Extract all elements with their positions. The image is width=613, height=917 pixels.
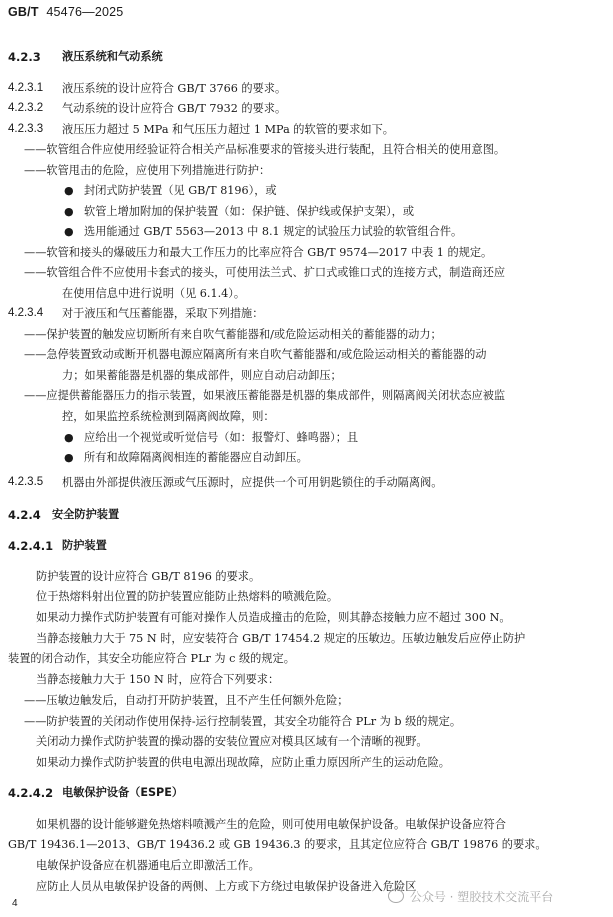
list-item: ——压敏边触发后，自动打开防护装置，且不产生任何额外危险； xyxy=(24,694,349,707)
list-item: ——软管甩击的危险，应使用下列措施进行防护： xyxy=(24,164,271,177)
paragraph-line: 装置的闭合动作，其安全功能应符合 PLr 为 c 级的规定。 xyxy=(8,652,295,665)
header-code: GB/T xyxy=(8,5,39,19)
paragraph-line: 电敏保护设备应在机器通电后立即激活工作。 xyxy=(36,859,260,872)
paragraph-line: 关闭动力操作式防护装置的操动器的安装位置应对模具区域有一个清晰的视野。 xyxy=(36,735,428,748)
clause-number: 4.2.3.5 xyxy=(8,476,44,488)
clause-number: 4.2.4.1 xyxy=(8,539,54,553)
list-item: ——应提供蓄能器压力的指示装置，如果液压蓄能器是机器的集成部件，则隔离阀关闭状态应被监 xyxy=(24,389,506,402)
paragraph-line: 当静态接触力大于 150 N 时，应符合下列要求： xyxy=(36,673,280,686)
list-item: 软管上增加附加的保护装置（如：保护链、保护线或保护支架），或 xyxy=(84,205,415,218)
clause-number: 4.2.3.1 xyxy=(8,82,44,94)
paragraph-line: 当静态接触力大于 75 N 时，应安装符合 GB/T 17454.2 规定的压敏边。压敏边触发后应停止防护 xyxy=(36,632,526,645)
bullet-icon: ● xyxy=(64,184,74,197)
bullet-icon: ● xyxy=(64,225,74,238)
bullet-icon: ● xyxy=(64,205,74,218)
watermark-text: 公众号 · 塑胶技术交流平台 xyxy=(409,890,554,904)
bullet-icon: ● xyxy=(64,431,74,444)
list-item: 封闭式防护装置（见 GB/T 8196），或 xyxy=(84,184,277,197)
clause-text: 液压系统的设计应符合 GB/T 3766 的要求。 xyxy=(62,82,287,95)
section-number: 4.2.3 xyxy=(8,50,41,64)
section-number: 4.2.4 xyxy=(8,508,41,522)
paragraph-line: 防护装置的设计应符合 GB/T 8196 的要求。 xyxy=(36,570,261,583)
paragraph-line: 如果动力操作式防护装置有可能对操作人员造成撞击的危险，则其静态接触力应不超过 300 N。 xyxy=(36,611,511,624)
list-item: ——软管组合件不应使用卡套式的接头，可使用法兰式、扩口式或锥口式的连接方式，制造商还应 xyxy=(24,266,506,279)
clause-text: 液压压力超过 5 MPa 和气压压力超过 1 MPa 的软管的要求如下。 xyxy=(62,123,394,136)
clause-number: 4.2.4.2 xyxy=(8,786,54,800)
clause-title: 防护装置 xyxy=(62,539,107,552)
list-item: ——软管和接头的爆破压力和最大工作压力的比率应符合 GB/T 9574—2017 中表 1 的规定。 xyxy=(24,246,493,259)
paragraph-line: 如果机器的设计能够避免热熔料喷溅产生的危险，则可使用电敏保护设备。电敏保护设备应符合 xyxy=(36,818,506,831)
section-title: 安全防护装置 xyxy=(52,508,120,521)
clause-title: 电敏保护设备（ESPE） xyxy=(62,786,184,799)
list-item: 应给出一个视觉或听觉信号（如：报警灯、蜂鸣器）；且 xyxy=(84,431,359,444)
list-item: 所有和故障隔离阀相连的蓄能器应自动卸压。 xyxy=(84,451,308,464)
paragraph-line: 如果动力操作式防护装置的供电电源出现故障，应防止重力原因所产生的运动危险。 xyxy=(36,756,450,769)
paragraph-line: 位于热熔料射出位置的防护装置应能防止热熔料的喷溅危险。 xyxy=(36,590,339,603)
list-item: ——软管组合件应使用经验证符合相关产品标准要求的管接头进行装配，且符合相关的使用意图。 xyxy=(24,143,506,156)
wechat-icon xyxy=(388,889,404,903)
clause-text: 机器由外部提供液压源或气压源时，应提供一个可用钥匙锁住的手动隔离阀。 xyxy=(62,476,443,489)
page-number: 4 xyxy=(12,898,18,909)
list-item: ——防护装置的关闭动作使用保持-运行控制装置，其安全功能符合 PLr 为 b 级的规定。 xyxy=(24,715,462,728)
header-number: 45476—2025 xyxy=(46,5,124,19)
clause-text: 对于液压和气压蓄能器，采取下列措施： xyxy=(62,307,264,320)
list-item: 选用能通过 GB/T 5563—2013 中 8.1 规定的试验压力试验的软管组合件。 xyxy=(84,225,463,238)
bullet-icon: ● xyxy=(64,451,74,464)
paragraph-line: GB/T 19436.1—2013、GB/T 19436.2 或 GB 19436.3 的要求，且其定位应符合 GB/T 19876 的要求。 xyxy=(8,838,547,851)
clause-text: 气动系统的设计应符合 GB/T 7932 的要求。 xyxy=(62,102,287,115)
section-title: 液压系统和气动系统 xyxy=(62,50,163,63)
list-item: ——保护装置的触发应切断所有来自吹气蓄能器和/或危险运动相关的蓄能器的动力； xyxy=(24,328,442,341)
clause-number: 4.2.3.2 xyxy=(8,102,44,114)
list-item: 控，如果监控系统检测到隔离阀故障，则： xyxy=(62,410,275,423)
list-item: 力；如果蓄能器是机器的集成部件，则应自动启动卸压； xyxy=(62,369,342,382)
list-item: 在使用信息中进行说明（见 6.1.4）。 xyxy=(62,287,246,300)
paragraph-line: 应防止人员从电敏保护设备的两侧、上方或下方绕过电敏保护设备进入危险区 xyxy=(36,880,417,893)
document-header xyxy=(8,5,123,19)
list-item: ——急停装置致动或断开机器电源应隔离所有来自吹气蓄能器和/或危险运动相关的蓄能器的动 xyxy=(24,348,487,361)
clause-number: 4.2.3.3 xyxy=(8,123,44,135)
clause-number: 4.2.3.4 xyxy=(8,307,44,319)
watermark xyxy=(388,888,553,905)
